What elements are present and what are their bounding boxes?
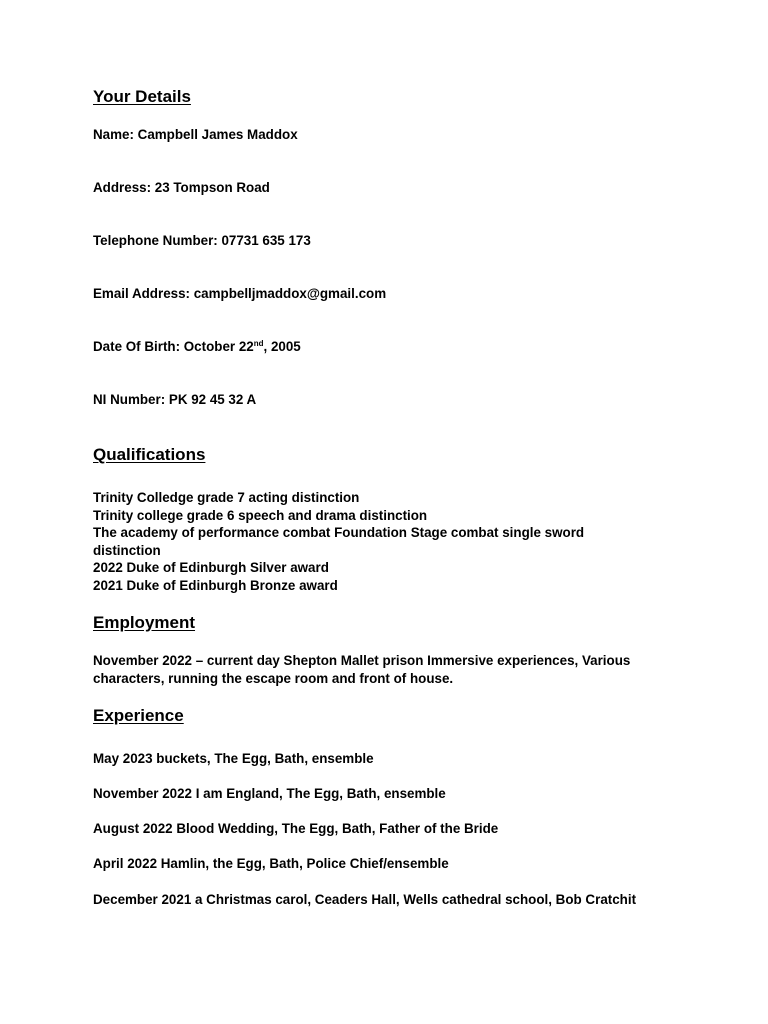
address-line: Address: 23 Tompson Road bbox=[93, 180, 270, 195]
qualification-item: 2022 Duke of Edinburgh Silver award bbox=[93, 560, 329, 575]
experience-heading: Experience bbox=[93, 706, 184, 725]
employment-line: November 2022 – current day Shepton Mallet prison Immersive experiences, Various bbox=[93, 653, 631, 668]
qualification-item: Trinity Colledge grade 7 acting distinction bbox=[93, 490, 360, 505]
qualifications-list bbox=[93, 489, 693, 594]
employment-entry bbox=[93, 652, 693, 687]
your-details-heading: Your Details bbox=[93, 87, 191, 106]
experience-item: August 2022 Blood Wedding, The Egg, Bath, Father of the Bride bbox=[93, 821, 499, 836]
experience-item: May 2023 buckets, The Egg, Bath, ensemble bbox=[93, 751, 374, 766]
dob-rest: , 2005 bbox=[263, 339, 301, 354]
experience-item: April 2022 Hamlin, the Egg, Bath, Police Chief/ensemble bbox=[93, 856, 449, 871]
employment-line: characters, running the escape room and front of house. bbox=[93, 670, 454, 686]
qualifications-heading: Qualifications bbox=[93, 445, 206, 464]
qualification-item: The academy of performance combat Foundation Stage combat single sword bbox=[93, 525, 585, 540]
experience-item: December 2021 a Christmas carol, Ceaders Hall, Wells cathedral school, Bob Cratchit bbox=[93, 892, 637, 907]
dob-prefix: Date Of Birth: October 22 bbox=[93, 339, 254, 354]
qualification-item: distinction bbox=[93, 542, 161, 558]
ni-number-line: NI Number: PK 92 45 32 A bbox=[93, 392, 257, 407]
telephone-line: Telephone Number: 07731 635 173 bbox=[93, 233, 311, 248]
qualification-item: Trinity college grade 6 speech and drama distinction bbox=[93, 507, 428, 523]
date-of-birth-line bbox=[93, 338, 301, 356]
qualification-item: 2021 Duke of Edinburgh Bronze award bbox=[93, 577, 338, 593]
name-line: Name: Campbell James Maddox bbox=[93, 127, 298, 142]
dob-ordinal-suffix: nd bbox=[253, 339, 264, 348]
email-line: Email Address: campbelljmaddox@gmail.com bbox=[93, 286, 387, 301]
experience-item: November 2022 I am England, The Egg, Bath, ensemble bbox=[93, 786, 446, 801]
employment-heading: Employment bbox=[93, 613, 196, 632]
